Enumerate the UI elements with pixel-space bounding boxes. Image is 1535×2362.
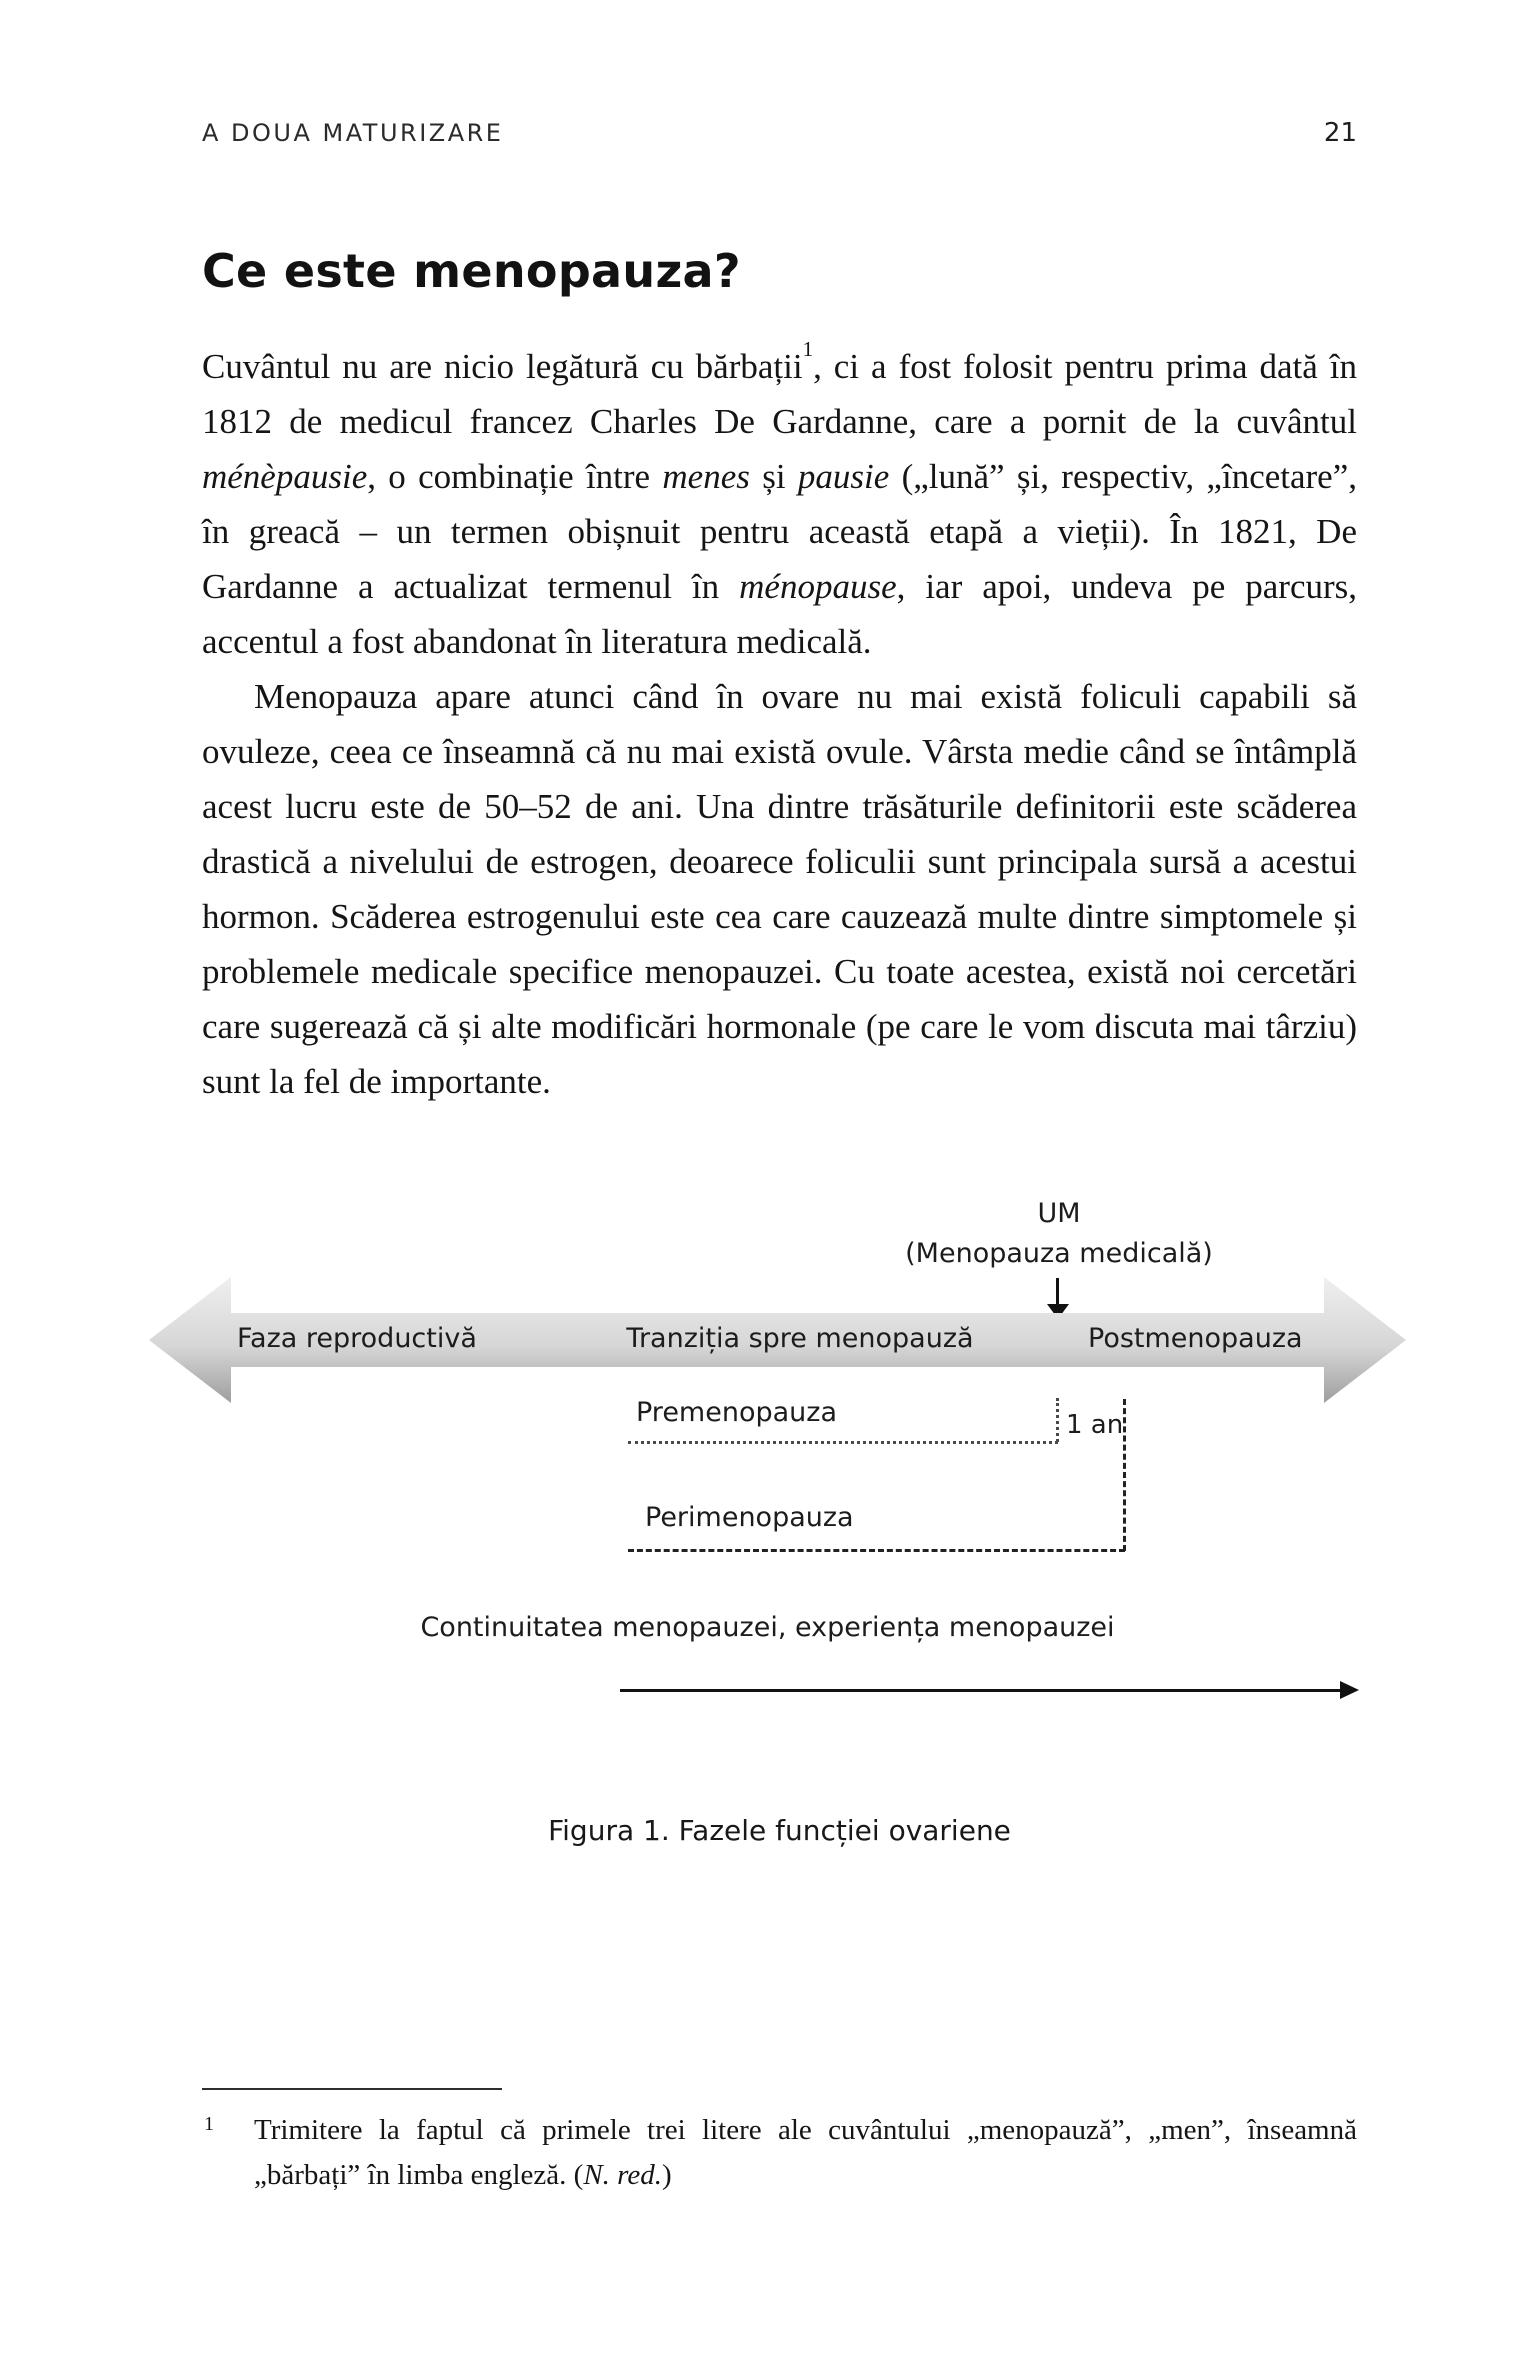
running-head-title: A DOUA MATURIZARE: [202, 119, 504, 147]
page-number: 21: [1323, 118, 1357, 148]
perimenopause-label: Perimenopauza: [645, 1502, 854, 1534]
paragraph-2: Menopauza apare atunci când în ovare nu mai există foliculi capabili să ovuleze, ceea ce înseamnă că nu mai există ovule. Vârsta medie când se întâmplă acest lucru este de 50–52 de ani. Una dintre trăsăturile definitorii este scăderea drastică a nivelului de estrogen, deoarece foliculii sunt principala sursă a acestui hormon. Scăderea estrogenului este cea care cauzează multe dintre simptomele și problemele medicale specifice menopauzei. Cu toate acestea, există noi cercetări care sugerează că și alte modificări hormonale (pe care le vom discuta mai târziu) sunt la fel de importante.: [202, 677, 1357, 1102]
figure-caption: Figura 1. Fazele funcției ovariene: [548, 1814, 1011, 1848]
one-year-label: 1 an: [1066, 1410, 1124, 1441]
postmenopause-boundary-dashed-line: [1123, 1399, 1126, 1551]
phase-label-reproductive: Faza reproductivă: [237, 1323, 477, 1355]
footnote-text: 1 Trimitere la faptul că primele trei litere ale cuvântului „menopauză”, „men”, înseamnă „bărbați” în limba engleză. (N. red.): [202, 2108, 1357, 2198]
perimenopause-dashed-line: [628, 1549, 1125, 1552]
section-heading: Ce este menopauza?: [202, 244, 741, 298]
continuity-arrow-icon: [620, 1689, 1342, 1692]
phase-label-transition: Tranziția spre menopauză: [626, 1323, 974, 1355]
figure-ovarian-phases: [0, 1184, 1535, 1744]
um-label: UM: [1037, 1198, 1081, 1230]
um-sublabel: (Menopauza medicală): [905, 1238, 1213, 1270]
continuity-label: Continuitatea menopauzei, experiența menopauzei: [420, 1612, 1115, 1644]
body-text: [202, 339, 1357, 1109]
paragraph-1: Cuvântul nu are nicio legătură cu bărbații$^1$, ci a fost folosit pentru prima dată în 1812 de medicul francez Charles De Gardanne, care a pornit de la cuvântul ménèpausie, o combinație între menes și pausie („lună” și, respectiv, „încetare”, în greacă – un termen obișnuit pentru această etapă a vieții). În 1821, De Gardanne a actualizat termenul în ménopause, iar apoi, undeva pe parcurs, accentul a fost abandonat în literatura medicală.: [202, 337, 1358, 662]
um-projection-dotted-line: [1056, 1398, 1059, 1442]
phase-label-postmenopause: Postmenopauza: [1088, 1323, 1303, 1355]
footnote: [202, 2088, 1357, 2198]
footnote-marker: 1: [204, 2113, 214, 2135]
continuity-arrowhead-icon: [1340, 1681, 1359, 1699]
premenopause-label: Premenopauza: [636, 1397, 837, 1429]
premenopause-dotted-line: [628, 1441, 1058, 1444]
running-head-row: [202, 118, 1357, 148]
footnote-rule: [202, 2088, 502, 2090]
